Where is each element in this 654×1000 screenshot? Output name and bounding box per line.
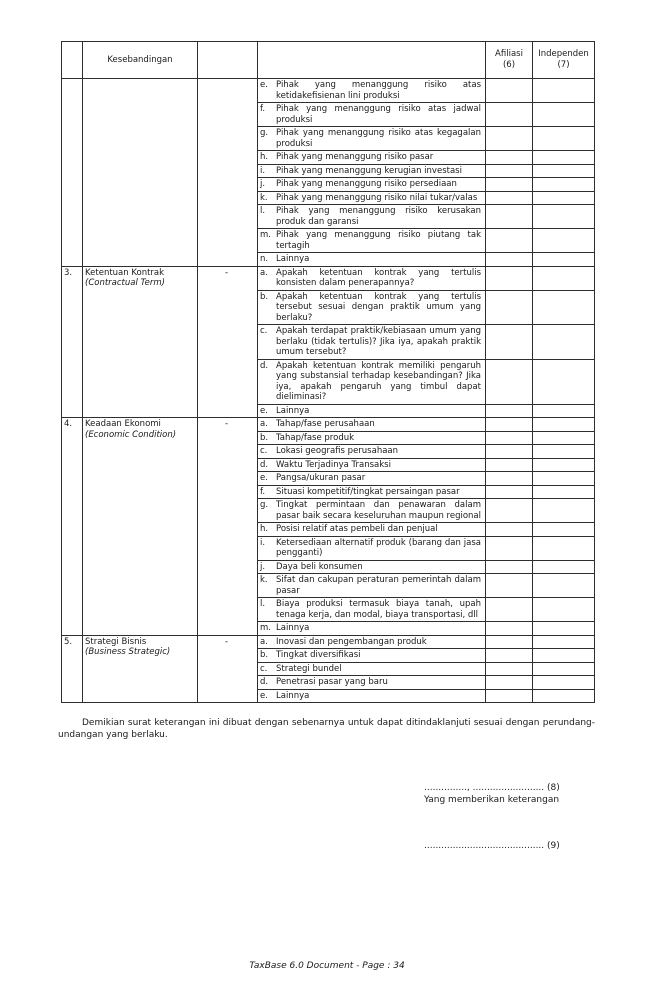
item-cell [258,523,486,537]
afiliasi-checkbox-cell [486,536,533,560]
header-afiliasi-label: Afiliasi [495,49,523,59]
afiliasi-checkbox-cell [486,127,533,151]
method-dash: - [198,418,258,636]
item-letter: d. [260,360,269,371]
afiliasi-checkbox-cell [486,560,533,574]
independen-checkbox-cell [533,649,595,663]
item-text: Apakah terdapat praktik/kebiasaan umum yang berlaku (tidak tertulis)? Jika iya, apakah praktik umum tersebut? [276,326,481,357]
item-cell [258,229,486,253]
independen-checkbox-cell [533,404,595,418]
item-text: Apakah ketentuan kontrak yang tertulis konsisten dalam penerapannya? [276,267,481,288]
independen-checkbox-cell [533,598,595,622]
independen-checkbox-cell [533,499,595,523]
item-text: Waktu Terjadinya Transaksi [276,459,391,470]
item-letter: n. [260,254,269,264]
item-letter: h. [260,524,269,534]
afiliasi-checkbox-cell [486,635,533,649]
independen-checkbox-cell [533,662,595,676]
page-footer: TaxBase 6.0 Document - Page : 34 [249,961,405,971]
table-row [62,635,595,649]
independen-checkbox-cell [533,523,595,537]
item-letter: b. [260,291,269,302]
afiliasi-checkbox-cell [486,676,533,690]
item-letter: i. [260,165,266,176]
table-row [62,79,595,103]
item-letter: a. [260,419,268,429]
item-text: Pihak yang menanggung risiko persediaan [276,179,457,189]
item-cell [258,676,486,690]
item-letter: c. [260,446,268,456]
comparability-table-body [62,79,595,703]
signature-block [424,782,560,852]
item-letter: m. [260,230,271,240]
independen-checkbox-cell [533,635,595,649]
header-factor-cell [83,42,198,79]
item-cell [258,253,486,267]
independen-checkbox-cell [533,458,595,472]
method-dash: - [198,635,258,703]
item-text: Pihak yang menanggung risiko atas ketidakefisienan lini produksi [276,80,481,101]
item-cell [258,689,486,703]
item-letter: a. [260,636,268,647]
factor-name-cell [83,635,198,703]
item-text: Lainnya [276,254,310,264]
item-letter: d. [260,677,269,687]
item-cell [258,359,486,404]
afiliasi-checkbox-cell [486,103,533,127]
table-area [59,41,595,703]
item-cell [258,662,486,676]
afiliasi-checkbox-cell [486,191,533,205]
afiliasi-checkbox-cell [486,662,533,676]
item-letter: g. [260,128,269,138]
method-dash: - [198,266,258,418]
independen-checkbox-cell [533,431,595,445]
factor-name-cell [83,266,198,418]
item-cell [258,178,486,192]
comparability-table [61,41,595,703]
item-text: Tahap/fase produk [276,432,355,443]
independen-checkbox-cell [533,229,595,253]
item-cell [258,191,486,205]
factor-name-cell [83,418,198,636]
item-text: Pihak yang menanggung risiko piutang tak tertagih [276,230,481,251]
afiliasi-checkbox-cell [486,151,533,165]
afiliasi-checkbox-cell [486,79,533,103]
signature-date-line: ..............., ......................... (8) [424,783,560,793]
item-cell [258,431,486,445]
row-number: 5. [62,635,83,703]
item-cell [258,290,486,325]
row-number [62,79,83,267]
item-cell [258,485,486,499]
item-text: Biaya produksi termasuk biaya tanah, upah tenaga kerja, dan modal, biaya transportasi, dll [276,599,481,620]
item-text: Situasi kompetitif/tingkat persaingan pasar [276,486,460,497]
item-cell [258,598,486,622]
item-letter: k. [260,192,268,203]
factor-name: Keadaan Ekonomi [85,419,161,429]
afiliasi-checkbox-cell [486,431,533,445]
item-cell [258,635,486,649]
signature-name-line: .......................................... (9) [424,841,560,851]
factor-name-english: (Economic Condition) [85,429,177,440]
item-cell [258,164,486,178]
independen-checkbox-cell [533,178,595,192]
item-cell [258,151,486,165]
item-letter: i. [260,537,266,548]
item-cell [258,574,486,598]
table-header-row [62,42,595,79]
item-text: Tahap/fase perusahaan [276,419,375,429]
independen-checkbox-cell [533,536,595,560]
item-cell [258,458,486,472]
header-afiliasi-number: (6) [502,60,516,70]
item-cell [258,325,486,360]
item-letter: e. [260,690,268,701]
independen-checkbox-cell [533,290,595,325]
item-letter: d. [260,459,269,470]
independen-checkbox-cell [533,191,595,205]
item-letter: j. [260,179,266,189]
independen-checkbox-cell [533,485,595,499]
item-cell [258,445,486,459]
independen-checkbox-cell [533,689,595,703]
afiliasi-checkbox-cell [486,164,533,178]
afiliasi-checkbox-cell [486,359,533,404]
item-letter: h. [260,152,269,162]
item-text: Tingkat permintaan dan penawaran dalam pasar baik secara keseluruhan maupun regional [276,500,481,521]
factor-name: Ketentuan Kontrak [85,267,165,278]
item-letter: a. [260,267,268,278]
item-letter: f. [260,104,266,114]
header-independen-label: Independen [538,49,589,59]
item-letter: b. [260,650,269,660]
independen-checkbox-cell [533,79,595,103]
factor-name-english: (Contractual Term) [85,278,166,288]
item-text: Lainnya [276,623,310,633]
table-row [62,266,595,290]
item-text: Pihak yang menanggung risiko nilai tukar/valas [276,192,478,203]
item-text: Sifat dan cakupan peraturan pemerintah dalam pasar [276,575,481,596]
item-cell [258,418,486,432]
afiliasi-checkbox-cell [486,290,533,325]
independen-checkbox-cell [533,325,595,360]
header-method-cell [198,42,258,79]
header-item-cell [258,42,486,79]
afiliasi-checkbox-cell [486,178,533,192]
item-cell [258,472,486,486]
afiliasi-checkbox-cell [486,499,533,523]
item-cell [258,649,486,663]
afiliasi-checkbox-cell [486,266,533,290]
item-text: Daya beli konsumen [276,561,363,572]
item-cell [258,79,486,103]
item-cell [258,205,486,229]
item-text: Pihak yang menanggung risiko atas kegagalan produksi [276,128,481,149]
item-letter: g. [260,500,269,510]
independen-checkbox-cell [533,103,595,127]
item-letter: l. [260,206,266,216]
item-cell [258,103,486,127]
closing-paragraph: Demikian surat keterangan ini dibuat dengan sebenarnya untuk dapat ditindaklanjuti sesuai dengan perundang-undangan yang berlaku. [58,718,595,740]
row-number: 4. [62,418,83,636]
item-text: Lokasi geografis perusahaan [276,446,399,456]
header-number-cell [62,42,83,79]
item-text: Pangsa/ukuran pasar [276,473,366,483]
method-dash [198,79,258,267]
afiliasi-checkbox-cell [486,472,533,486]
item-text: Pihak yang menanggung risiko kerusakan produk dan garansi [276,206,481,227]
item-text: Penetrasi pasar yang baru [276,677,388,687]
item-letter: e. [260,405,268,416]
afiliasi-checkbox-cell [486,649,533,663]
item-letter: j. [260,561,266,572]
table-row [62,418,595,432]
item-text: Lainnya [276,405,310,416]
afiliasi-checkbox-cell [486,598,533,622]
item-text: Strategi bundel [276,663,342,674]
item-letter: c. [260,326,268,336]
header-independen-number: (7) [557,60,570,70]
afiliasi-checkbox-cell [486,205,533,229]
afiliasi-checkbox-cell [486,458,533,472]
afiliasi-checkbox-cell [486,485,533,499]
independen-checkbox-cell [533,164,595,178]
item-text: Pihak yang menanggung risiko pasar [276,152,434,162]
item-text: Inovasi dan pengembangan produk [276,636,427,647]
item-text: Posisi relatif atas pembeli dan penjual [276,524,438,534]
item-letter: k. [260,575,268,585]
item-text: Lainnya [276,690,310,701]
afiliasi-checkbox-cell [486,445,533,459]
item-text: Ketersediaan alternatif produk (barang dan jasa pengganti) [276,537,481,558]
independen-checkbox-cell [533,266,595,290]
item-text: Pihak yang menanggung kerugian investasi [276,165,462,176]
item-text: Apakah ketentuan kontrak yang tertulis tersebut sesuai dengan praktik umum yang berlaku? [276,291,481,323]
independen-checkbox-cell [533,205,595,229]
item-cell [258,127,486,151]
header-independen-cell [533,42,595,79]
independen-checkbox-cell [533,127,595,151]
item-cell [258,266,486,290]
factor-name-cell [83,79,198,267]
item-cell [258,499,486,523]
independen-checkbox-cell [533,151,595,165]
signature-role-label: Yang memberikan keterangan [424,795,560,805]
header-afiliasi-cell [486,42,533,79]
item-letter: f. [260,486,266,497]
independen-checkbox-cell [533,445,595,459]
independen-checkbox-cell [533,560,595,574]
independen-checkbox-cell [533,676,595,690]
afiliasi-checkbox-cell [486,689,533,703]
afiliasi-checkbox-cell [486,229,533,253]
item-text: Tingkat diversifikasi [276,650,361,660]
independen-checkbox-cell [533,472,595,486]
factor-name: Strategi Bisnis [85,636,147,647]
item-letter: l. [260,599,266,609]
row-number: 3. [62,266,83,418]
item-letter: c. [260,663,268,674]
item-letter: e. [260,80,268,90]
item-letter: b. [260,432,269,443]
afiliasi-checkbox-cell [486,253,533,267]
item-text: Apakah ketentuan kontrak memiliki pengaruh yang substansial terhadap kesebandingan? Jika iya, apakah pengaruh yang timbul dapat dieliminasi? [276,360,481,402]
item-cell [258,560,486,574]
afiliasi-checkbox-cell [486,404,533,418]
afiliasi-checkbox-cell [486,622,533,636]
afiliasi-checkbox-cell [486,325,533,360]
independen-checkbox-cell [533,574,595,598]
item-letter: e. [260,473,268,483]
afiliasi-checkbox-cell [486,523,533,537]
item-letter: m. [260,623,271,633]
independen-checkbox-cell [533,253,595,267]
afiliasi-checkbox-cell [486,574,533,598]
item-cell [258,536,486,560]
item-cell [258,622,486,636]
factor-name-english: (Business Strategic) [85,647,171,657]
item-cell [258,404,486,418]
independen-checkbox-cell [533,418,595,432]
afiliasi-checkbox-cell [486,418,533,432]
independen-checkbox-cell [533,359,595,404]
item-text: Pihak yang menanggung risiko atas jadwal produksi [276,104,481,125]
independen-checkbox-cell [533,622,595,636]
header-factor-label: Kesebandingan [107,54,173,65]
